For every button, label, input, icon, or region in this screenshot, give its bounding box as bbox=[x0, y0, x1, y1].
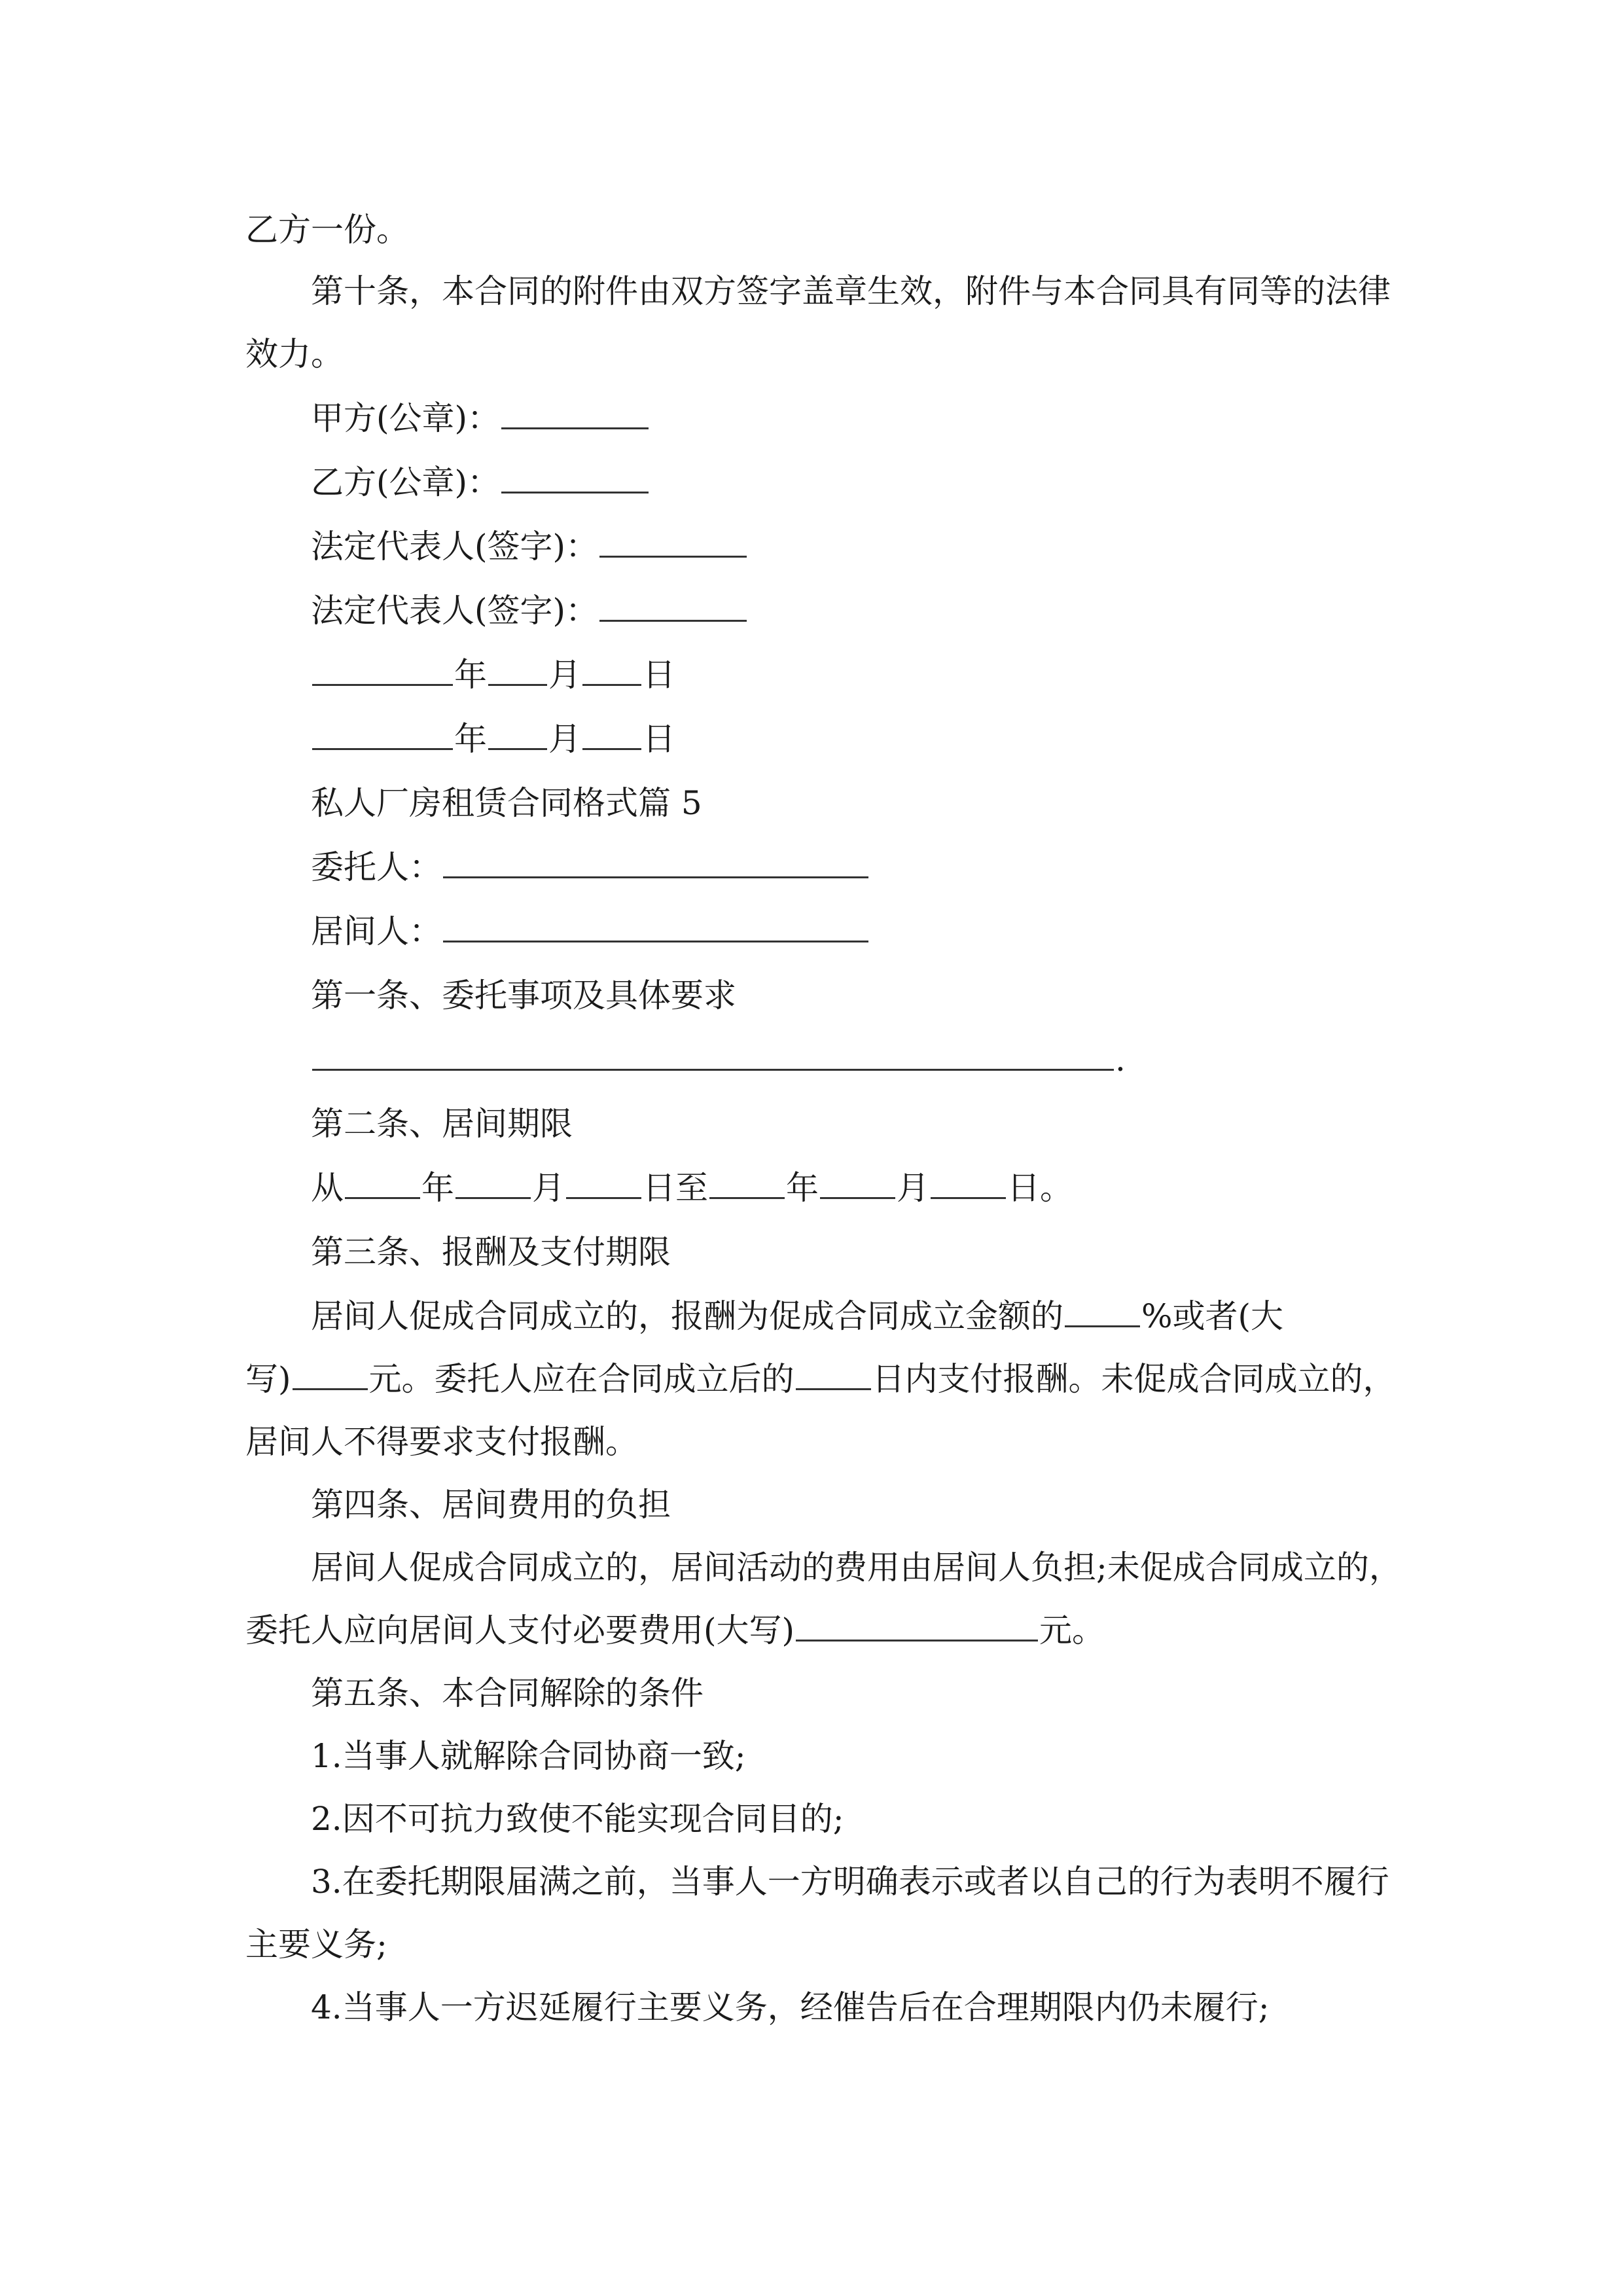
text: 4.当事人一方迟延履行主要义务，经催告后在合理期限内仍未履行; bbox=[311, 1988, 1270, 2026]
blank-field[interactable] bbox=[293, 1359, 368, 1390]
blank-field[interactable] bbox=[443, 848, 868, 878]
text: 元。委托人应在合同成立后的 bbox=[368, 1360, 794, 1398]
blank-field[interactable] bbox=[443, 912, 868, 942]
article-1-blank-line bbox=[311, 1037, 1456, 1083]
label: 年 bbox=[421, 1169, 454, 1207]
article-2-heading bbox=[311, 1101, 1456, 1147]
list-item bbox=[245, 1922, 1391, 1967]
article-3-line bbox=[311, 1293, 1456, 1339]
blank-field[interactable] bbox=[345, 1168, 420, 1199]
text: 效力。 bbox=[245, 335, 344, 373]
broker-line bbox=[311, 908, 1456, 954]
blank-field[interactable] bbox=[599, 591, 747, 622]
blank-field[interactable] bbox=[312, 719, 453, 750]
blank-field[interactable] bbox=[488, 655, 547, 686]
client-line bbox=[311, 844, 1456, 890]
text: 第一条、委托事项及具体要求 bbox=[311, 977, 736, 1014]
label: 日。 bbox=[1007, 1169, 1073, 1207]
text: 第三条、报酬及支付期限 bbox=[311, 1233, 671, 1271]
text: 1.当事人就解除合同协商一致; bbox=[311, 1737, 746, 1775]
date-line bbox=[311, 716, 1456, 762]
label: 月 bbox=[548, 656, 581, 694]
blank-field[interactable] bbox=[582, 655, 641, 686]
text-line bbox=[245, 331, 1391, 377]
blank-field[interactable] bbox=[820, 1168, 895, 1199]
text: 主要义务; bbox=[245, 1926, 387, 1964]
text: 乙方一份。 bbox=[245, 211, 409, 249]
article-4-line bbox=[245, 1607, 1391, 1653]
article-4-heading bbox=[311, 1482, 1456, 1528]
label: 居间人： bbox=[311, 912, 442, 950]
label: 法定代表人(签字)： bbox=[311, 528, 599, 565]
label: 月 bbox=[532, 1169, 565, 1207]
text: 私人厂房租赁合同格式篇 5 bbox=[311, 784, 702, 822]
label: 法定代表人(签字)： bbox=[311, 592, 599, 630]
text: 居间人促成合同成立的，居间活动的费用由居间人负担;未促成合同成立的， bbox=[311, 1549, 1402, 1587]
article-4-line bbox=[311, 1545, 1456, 1590]
blank-field[interactable] bbox=[312, 1040, 1114, 1071]
label: 年 bbox=[454, 720, 487, 758]
blank-field[interactable] bbox=[1065, 1297, 1140, 1327]
text-line bbox=[245, 207, 1391, 253]
text: 居间人促成合同成立的，报酬为促成合同成立金额的 bbox=[311, 1297, 1063, 1335]
label: 乙方(公章)： bbox=[311, 463, 501, 501]
text: . bbox=[1115, 1041, 1126, 1079]
label: 甲方(公章)： bbox=[311, 399, 501, 437]
text: 写) bbox=[245, 1360, 291, 1398]
text: 居间人不得要求支付报酬。 bbox=[245, 1423, 638, 1461]
article-3-line bbox=[245, 1356, 1396, 1402]
blank-field[interactable] bbox=[501, 463, 649, 493]
text: 2.因不可抗力致使不能实现合同目的; bbox=[311, 1800, 844, 1838]
blank-field[interactable] bbox=[455, 1168, 531, 1199]
party-a-seal-line bbox=[311, 395, 1456, 441]
list-item bbox=[311, 1796, 1456, 1842]
label: 月 bbox=[548, 720, 581, 758]
text: 第四条、居间费用的负担 bbox=[311, 1486, 671, 1524]
article-1-heading bbox=[311, 973, 1456, 1018]
text: 3.在委托期限届满之前，当事人一方明确表示或者以自己的行为表明不履行 bbox=[311, 1863, 1389, 1901]
blank-field[interactable] bbox=[599, 527, 747, 558]
list-item bbox=[311, 1984, 1456, 2030]
text: 元。 bbox=[1039, 1611, 1105, 1649]
period-line bbox=[311, 1165, 1456, 1211]
label: 年 bbox=[454, 656, 487, 694]
blank-field[interactable] bbox=[931, 1168, 1006, 1199]
blank-field[interactable] bbox=[566, 1168, 641, 1199]
text: 第五条、本合同解除的条件 bbox=[311, 1674, 704, 1712]
text: %或者(大 bbox=[1141, 1297, 1284, 1335]
list-item bbox=[311, 1733, 1456, 1779]
article-10-line bbox=[311, 268, 1456, 314]
blank-field[interactable] bbox=[501, 399, 649, 429]
text: 委托人应向居间人支付必要费用(大写) bbox=[245, 1611, 795, 1649]
label: 年 bbox=[786, 1169, 819, 1207]
party-b-seal-line bbox=[311, 459, 1456, 505]
date-line bbox=[311, 652, 1456, 698]
text: 第十条，本合同的附件由双方签字盖章生效，附件与本合同具有同等的法律 bbox=[311, 272, 1391, 310]
article-3-heading bbox=[311, 1229, 1456, 1275]
label: 月 bbox=[897, 1169, 929, 1207]
article-3-line bbox=[245, 1419, 1391, 1465]
blank-field[interactable] bbox=[796, 1359, 871, 1390]
label: 日 bbox=[643, 656, 675, 694]
blank-field[interactable] bbox=[582, 719, 641, 750]
text: 第二条、居间期限 bbox=[311, 1105, 573, 1143]
blank-field[interactable] bbox=[488, 719, 547, 750]
label: 委托人： bbox=[311, 848, 442, 886]
blank-field[interactable] bbox=[312, 655, 453, 686]
rep-sign-line bbox=[311, 588, 1456, 634]
label: 日 bbox=[643, 720, 675, 758]
label: 日至 bbox=[643, 1169, 708, 1207]
label: 从 bbox=[311, 1169, 344, 1207]
blank-field[interactable] bbox=[709, 1168, 785, 1199]
rep-sign-line bbox=[311, 524, 1456, 569]
blank-field[interactable] bbox=[796, 1611, 1038, 1641]
article-5-heading bbox=[311, 1670, 1456, 1716]
text: 日内支付报酬。未促成合同成立的， bbox=[872, 1360, 1396, 1398]
section-title bbox=[311, 780, 1456, 826]
list-item bbox=[311, 1859, 1456, 1905]
